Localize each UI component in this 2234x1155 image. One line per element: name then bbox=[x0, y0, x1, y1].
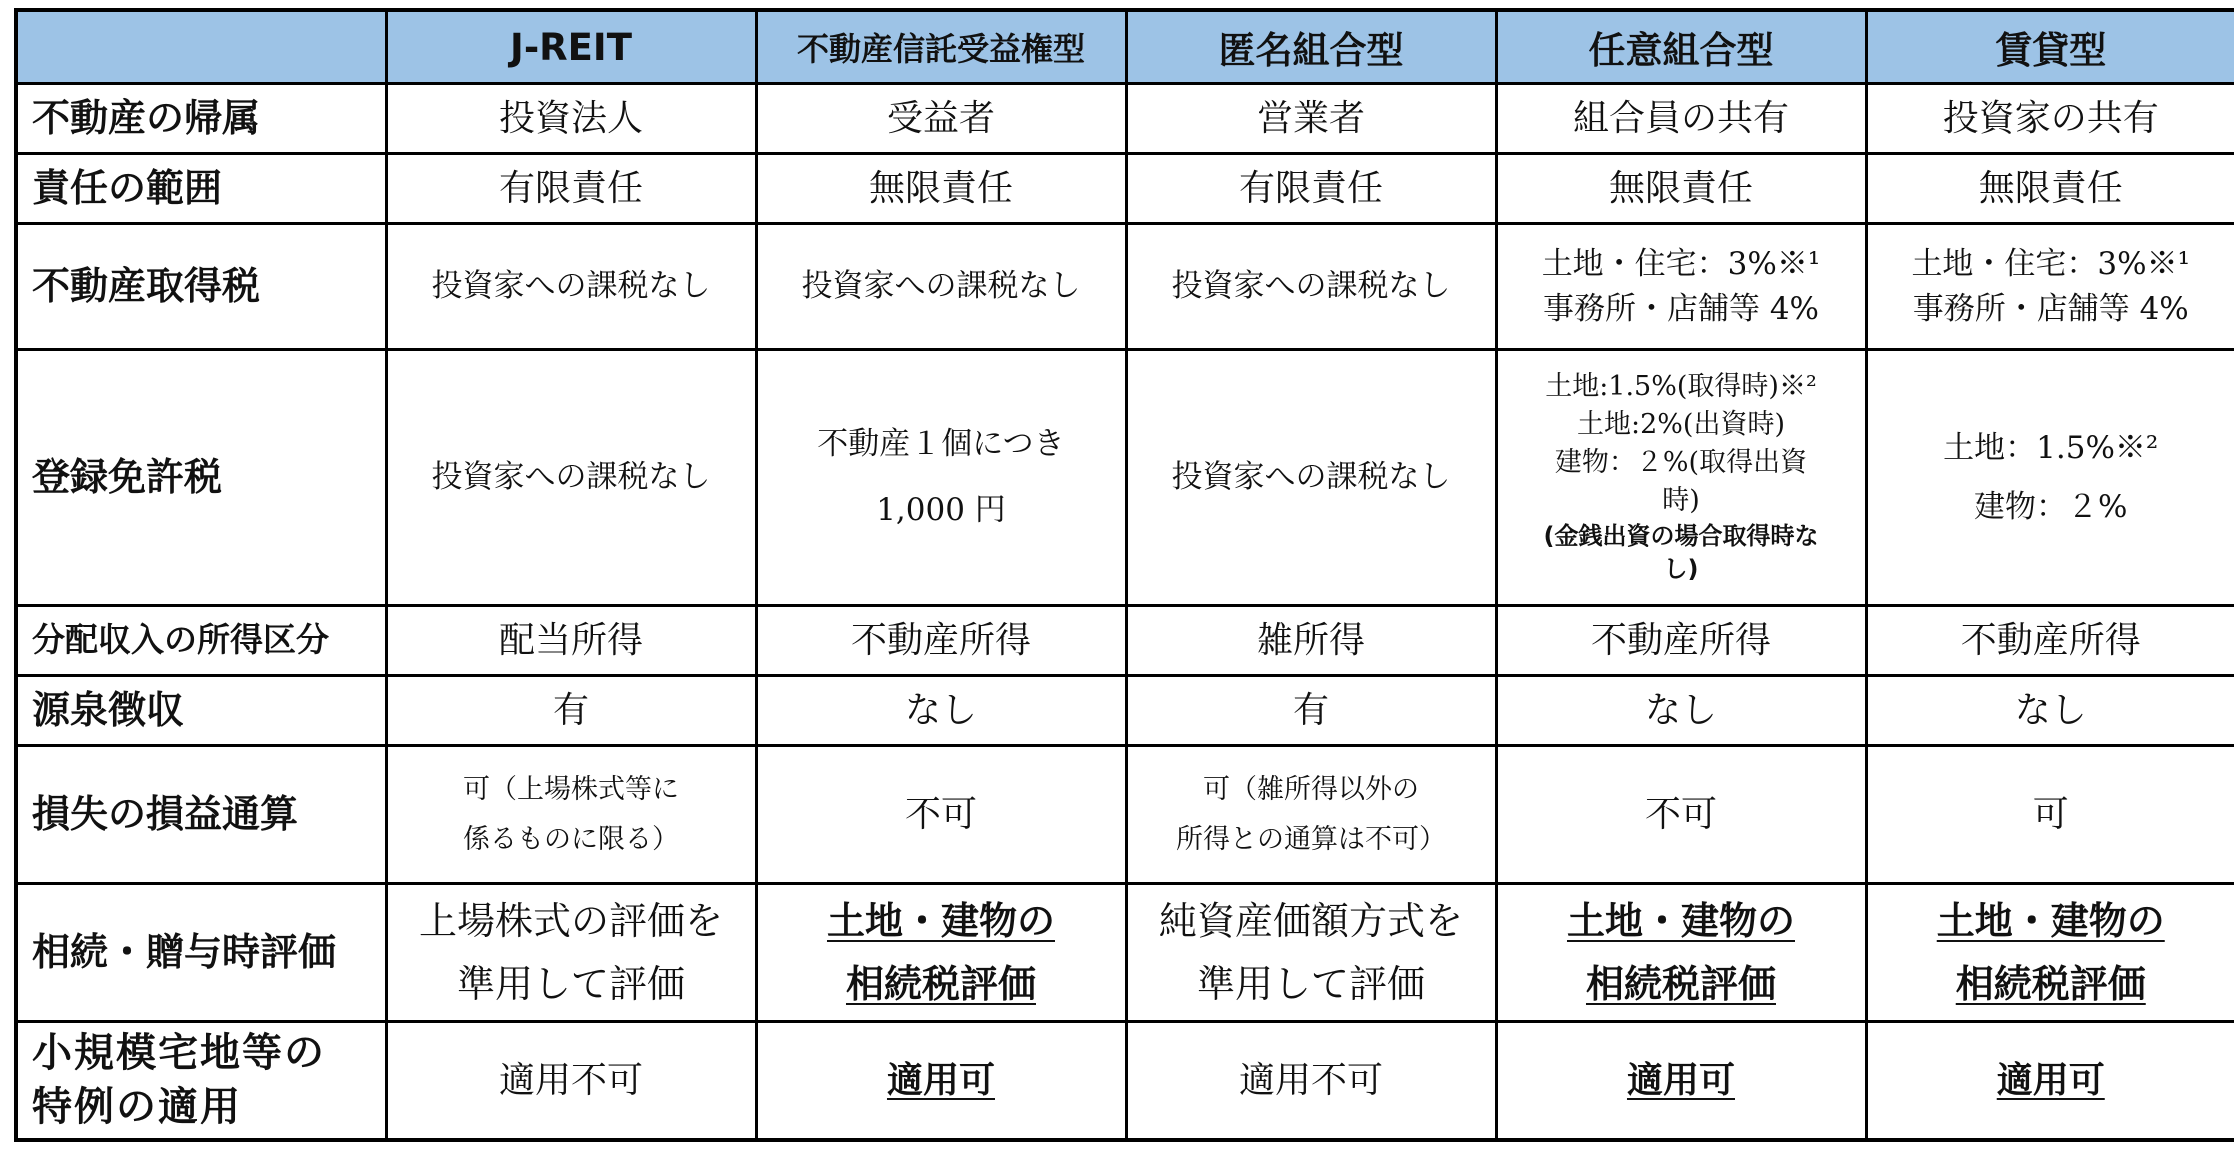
cell-ownership-trust: 受益者 bbox=[756, 84, 1126, 154]
cell-inheritance-tokumei bbox=[1126, 884, 1496, 1022]
header-row bbox=[16, 10, 2234, 84]
cell-liability-trust: 無限責任 bbox=[756, 154, 1126, 224]
header-tokumei-kumiai: 匿名組合型 bbox=[1126, 10, 1496, 84]
registration-tax-kumiai-note-2: し) bbox=[1663, 555, 1699, 584]
table-row-income-type bbox=[16, 606, 2234, 676]
registration-tax-kumiai-line-2: 土地:2%(出資時) bbox=[1577, 409, 1785, 441]
row-label-small-land bbox=[16, 1022, 386, 1140]
table-row-ownership bbox=[16, 84, 2234, 154]
cell-small-land-trust: 適用可 bbox=[756, 1022, 1126, 1140]
cell-ownership-chintai: 投資家の共有 bbox=[1866, 84, 2234, 154]
comparison-table bbox=[14, 8, 2234, 1142]
header-chintai: 賃貸型 bbox=[1866, 10, 2234, 84]
row-label-income-type: 分配収入の所得区分 bbox=[16, 606, 386, 676]
cell-inheritance-trust bbox=[756, 884, 1126, 1022]
small-land-label-line-2: 特例の適用 bbox=[32, 1084, 242, 1131]
registration-tax-kumiai-line-4: 時) bbox=[1662, 484, 1700, 516]
cell-ownership-tokumei: 営業者 bbox=[1126, 84, 1496, 154]
acquisition-tax-kumiai-line-1: 土地・住宅：3%※¹ bbox=[1541, 245, 1821, 282]
cell-loss-offset-kumiai: 不可 bbox=[1496, 746, 1866, 884]
loss-offset-jreit-line-2: 係るものに限る） bbox=[463, 823, 679, 855]
loss-offset-jreit-line-1: 可（上場株式等に bbox=[463, 773, 679, 805]
inheritance-trust-line-2: 相続税評価 bbox=[845, 961, 1036, 1006]
registration-tax-trust-line-1: 不動産１個につき bbox=[817, 426, 1065, 463]
comparison-table-wrapper bbox=[14, 8, 2234, 1142]
cell-loss-offset-jreit bbox=[386, 746, 756, 884]
inheritance-jreit-line-2: 準用して評価 bbox=[456, 961, 685, 1006]
table-row-acquisition-tax bbox=[16, 224, 2234, 350]
cell-acquisition-tax-kumiai bbox=[1496, 224, 1866, 350]
registration-tax-kumiai-note-1: (金銭出資の場合取得時な bbox=[1543, 521, 1819, 550]
cell-income-type-kumiai: 不動産所得 bbox=[1496, 606, 1866, 676]
inheritance-chintai-line-2: 相続税評価 bbox=[1955, 961, 2146, 1006]
cell-loss-offset-trust: 不可 bbox=[756, 746, 1126, 884]
cell-income-type-jreit: 配当所得 bbox=[386, 606, 756, 676]
cell-small-land-chintai: 適用可 bbox=[1866, 1022, 2234, 1140]
table-row-liability bbox=[16, 154, 2234, 224]
inheritance-jreit-line-1: 上場株式の評価を bbox=[418, 898, 723, 943]
header-nini-kumiai: 任意組合型 bbox=[1496, 10, 1866, 84]
row-label-acquisition-tax: 不動産取得税 bbox=[16, 224, 386, 350]
acquisition-tax-chintai-line-2: 事務所・店舗等 4% bbox=[1912, 290, 2189, 327]
table-row-withholding bbox=[16, 676, 2234, 746]
cell-registration-tax-trust bbox=[756, 350, 1126, 606]
header-jreit: J-REIT bbox=[386, 10, 756, 84]
cell-liability-tokumei: 有限責任 bbox=[1126, 154, 1496, 224]
cell-registration-tax-jreit: 投資家への課税なし bbox=[386, 350, 756, 606]
cell-inheritance-chintai bbox=[1866, 884, 2234, 1022]
cell-income-type-chintai: 不動産所得 bbox=[1866, 606, 2234, 676]
inheritance-tokumei-line-2: 準用して評価 bbox=[1196, 961, 1425, 1006]
cell-withholding-chintai: なし bbox=[1866, 676, 2234, 746]
inheritance-kumiai-line-2: 相続税評価 bbox=[1585, 961, 1776, 1006]
cell-withholding-tokumei: 有 bbox=[1126, 676, 1496, 746]
inheritance-tokumei-line-1: 純資産価額方式を bbox=[1158, 898, 1463, 943]
inheritance-kumiai-line-1: 土地・建物の bbox=[1566, 898, 1795, 943]
cell-small-land-tokumei: 適用不可 bbox=[1126, 1022, 1496, 1140]
cell-ownership-jreit: 投資法人 bbox=[386, 84, 756, 154]
row-label-liability: 責任の範囲 bbox=[16, 154, 386, 224]
cell-loss-offset-tokumei bbox=[1126, 746, 1496, 884]
cell-withholding-jreit: 有 bbox=[386, 676, 756, 746]
cell-acquisition-tax-trust: 投資家への課税なし bbox=[756, 224, 1126, 350]
loss-offset-tokumei-line-1: 可（雑所得以外の bbox=[1203, 773, 1419, 805]
header-trust-beneficiary: 不動産信託受益権型 bbox=[756, 10, 1126, 84]
acquisition-tax-kumiai-line-2: 事務所・店舗等 4% bbox=[1542, 290, 1820, 327]
acquisition-tax-chintai-line-1: 土地・住宅：3%※¹ bbox=[1911, 245, 2191, 282]
header-corner bbox=[16, 10, 386, 84]
inheritance-trust-line-1: 土地・建物の bbox=[826, 898, 1055, 943]
cell-ownership-kumiai: 組合員の共有 bbox=[1496, 84, 1866, 154]
row-label-registration-tax: 登録免許税 bbox=[16, 350, 386, 606]
cell-small-land-jreit: 適用不可 bbox=[386, 1022, 756, 1140]
cell-inheritance-jreit bbox=[386, 884, 756, 1022]
row-label-inheritance: 相続・贈与時評価 bbox=[16, 884, 386, 1022]
cell-small-land-kumiai: 適用可 bbox=[1496, 1022, 1866, 1140]
registration-tax-chintai-line-1: 土地：1.5%※² bbox=[1943, 429, 2159, 466]
registration-tax-kumiai-line-3: 建物：２%(取得出資 bbox=[1554, 446, 1808, 478]
row-label-ownership: 不動産の帰属 bbox=[16, 84, 386, 154]
table-row-loss-offset bbox=[16, 746, 2234, 884]
registration-tax-trust-line-2: 1,000 円 bbox=[876, 491, 1006, 528]
cell-liability-jreit: 有限責任 bbox=[386, 154, 756, 224]
row-label-loss-offset: 損失の損益通算 bbox=[16, 746, 386, 884]
cell-acquisition-tax-tokumei: 投資家への課税なし bbox=[1126, 224, 1496, 350]
cell-withholding-kumiai: なし bbox=[1496, 676, 1866, 746]
small-land-label-line-1: 小規模宅地等の bbox=[32, 1030, 326, 1077]
cell-liability-kumiai: 無限責任 bbox=[1496, 154, 1866, 224]
cell-income-type-tokumei: 雑所得 bbox=[1126, 606, 1496, 676]
table-row-inheritance bbox=[16, 884, 2234, 1022]
cell-withholding-trust: なし bbox=[756, 676, 1126, 746]
cell-registration-tax-tokumei: 投資家への課税なし bbox=[1126, 350, 1496, 606]
loss-offset-tokumei-line-2: 所得との通算は不可） bbox=[1176, 823, 1446, 855]
cell-acquisition-tax-jreit: 投資家への課税なし bbox=[386, 224, 756, 350]
registration-tax-chintai-line-2: 建物：２% bbox=[1974, 488, 2128, 525]
row-label-withholding: 源泉徴収 bbox=[16, 676, 386, 746]
cell-liability-chintai: 無限責任 bbox=[1866, 154, 2234, 224]
cell-registration-tax-chintai bbox=[1866, 350, 2234, 606]
table-row-registration-tax bbox=[16, 350, 2234, 606]
cell-income-type-trust: 不動産所得 bbox=[756, 606, 1126, 676]
registration-tax-kumiai-line-1: 土地:1.5%(取得時)※² bbox=[1545, 371, 1817, 403]
cell-inheritance-kumiai bbox=[1496, 884, 1866, 1022]
cell-registration-tax-kumiai bbox=[1496, 350, 1866, 606]
inheritance-chintai-line-1: 土地・建物の bbox=[1936, 898, 2165, 943]
cell-acquisition-tax-chintai bbox=[1866, 224, 2234, 350]
table-row-small-land bbox=[16, 1022, 2234, 1140]
cell-loss-offset-chintai: 可 bbox=[1866, 746, 2234, 884]
